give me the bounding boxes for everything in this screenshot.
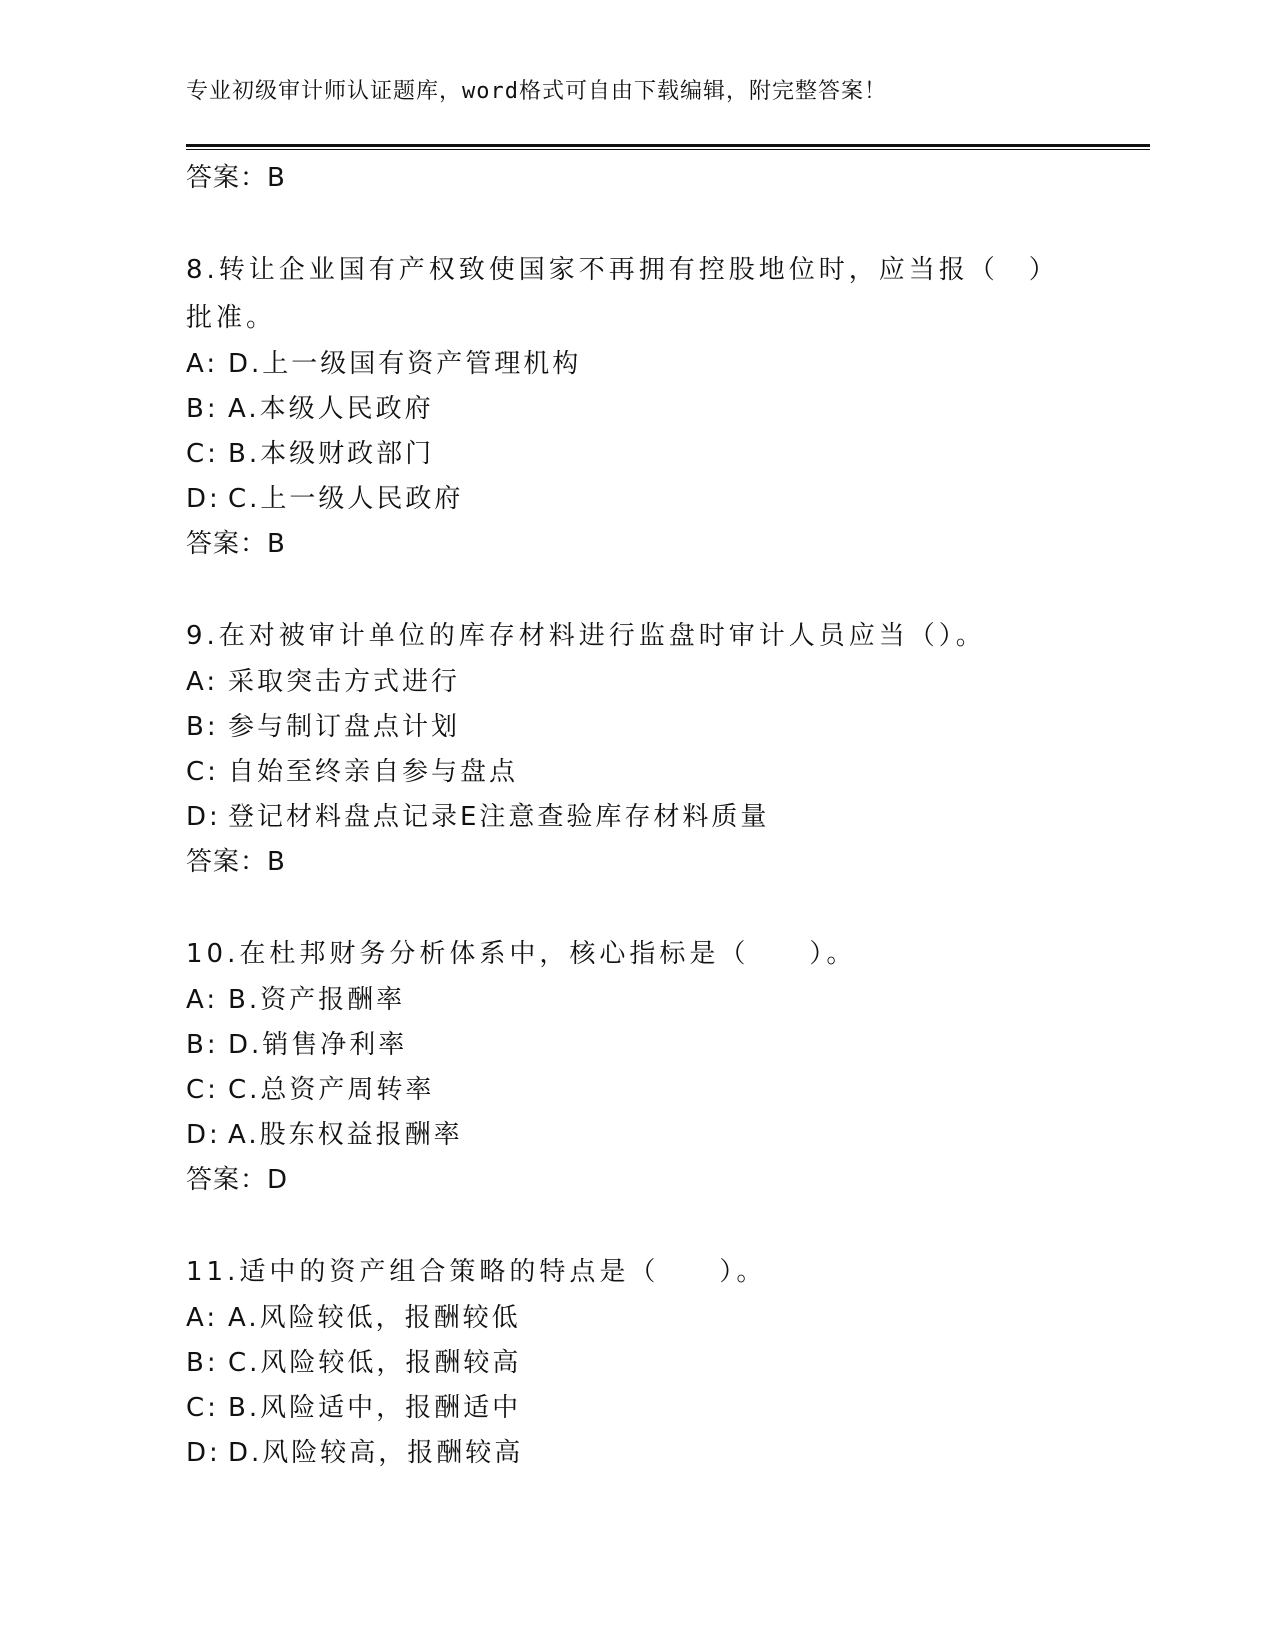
option-text: D.风险较高，报酬较高 [228,1438,524,1468]
option-text: B.本级财政部门 [228,439,435,469]
question-stem: 11.适中的资产组合策略的特点是（ ）。 [186,1257,767,1287]
option-text: 参与制订盘点计划 [228,712,461,742]
option-key: A: [186,349,219,379]
option-key: D: [186,1438,221,1468]
option-text: C.上一级人民政府 [228,484,464,514]
option-c [186,750,1150,795]
answer-line: 答案：B [186,847,286,877]
option-b [186,1023,1150,1068]
question-9 [186,612,1150,884]
option-key: C: [186,439,219,469]
option-key: A: [186,667,219,697]
option-d [186,477,1150,522]
option-a [186,1296,1150,1341]
option-text: C.总资产周转率 [228,1075,435,1105]
option-key: D: [186,484,221,514]
option-key: C: [186,1075,219,1105]
option-key: B: [186,712,219,742]
option-text: B.风险适中，报酬适中 [228,1393,522,1423]
question-stem: 9.在对被审计单位的库存材料进行监盘时审计人员应当（）。 [186,621,986,651]
option-b [186,387,1150,432]
option-text: 采取突击方式进行 [228,667,461,697]
option-text: C.风险较低，报酬较高 [228,1348,522,1378]
option-key: C: [186,1393,219,1423]
option-key: B: [186,394,219,424]
option-key: D: [186,802,221,832]
option-text: A.风险较低，报酬较低 [228,1303,521,1333]
option-d [186,795,1150,840]
option-a [186,978,1150,1023]
answer-line: 答案：D [186,1165,289,1195]
question-stem: 8.转让企业国有产权致使国家不再拥有控股地位时，应当报（ ）批准。 [186,255,1059,333]
page-header: 专业初级审计师认证题库，word格式可自由下载编辑，附完整答案！ [186,79,887,104]
option-c [186,1068,1150,1113]
document-body [186,156,1150,1476]
option-key: C: [186,757,219,787]
option-text: 登记材料盘点记录E注意查验库存材料质量 [228,802,770,832]
option-key: B: [186,1030,219,1060]
option-text: A.股东权益报酬率 [228,1120,463,1150]
option-text: A.本级人民政府 [228,394,434,424]
answer-line: 答案：B [186,163,286,193]
option-key: D: [186,1120,221,1150]
option-key: A: [186,1303,219,1333]
option-key: B: [186,1348,219,1378]
option-d [186,1431,1150,1476]
option-a [186,342,1150,387]
option-d [186,1113,1150,1158]
option-text: D.上一级国有资产管理机构 [228,349,582,379]
option-b [186,705,1150,750]
option-c [186,432,1150,477]
question-stem: 10.在杜邦财务分析体系中，核心指标是（ ）。 [186,939,857,969]
option-text: 自始至终亲自参与盘点 [228,757,519,787]
option-c [186,1386,1150,1431]
option-key: A: [186,985,219,1015]
question-11 [186,1248,1150,1476]
answer-line: 答案：B [186,529,286,559]
header-divider [186,144,1150,147]
question-8 [186,246,1150,566]
option-text: B.资产报酬率 [228,985,406,1015]
option-text: D.销售净利率 [228,1030,408,1060]
question-10 [186,930,1150,1202]
option-b [186,1341,1150,1386]
option-a [186,660,1150,705]
